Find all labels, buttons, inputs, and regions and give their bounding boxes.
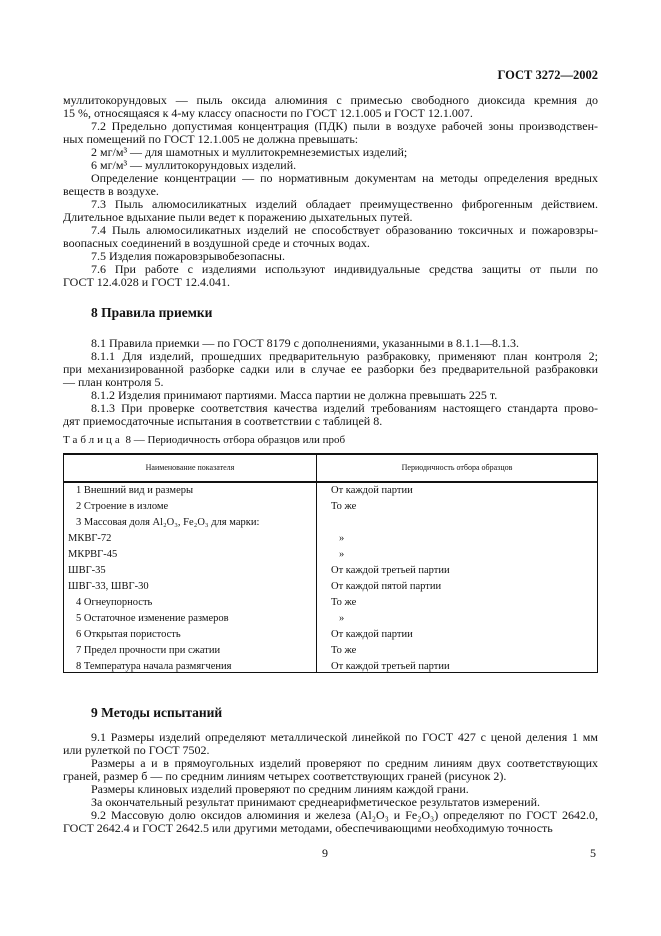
indicator-name-cell: ШВГ-33, ШВГ-30	[68, 581, 149, 592]
paragraph-line: ГОСТ 12.4.028 и ГОСТ 12.4.041.	[63, 275, 230, 289]
paragraph-line: 8.1.2 Изделия принимают партиями. Масса партии не должна превышать 225 т.	[91, 388, 498, 402]
table-row	[64, 499, 597, 515]
table-body	[64, 483, 597, 675]
section-8-text	[63, 337, 598, 428]
sampling-frequency-cell: То же	[331, 645, 357, 656]
footer-page-label: 9	[322, 846, 328, 860]
table-caption-label: Таблица	[63, 434, 123, 446]
paragraph-line: при механизированной разборке садки или в случае ее разборки без предварительной разбраковки	[63, 362, 598, 376]
paragraph-line: 15 %, относящаяся к 4-му классу опасности по ГОСТ 12.1.005 и ГОСТ 12.1.007.	[63, 106, 473, 120]
header-indicator-name: Наименование показателя	[145, 463, 235, 472]
paragraph-line: муллитокорундовых — пыль оксида алюминия с примесью свободного диоксида кремния до	[63, 93, 598, 107]
indicator-name-cell: 5 Остаточное изменение размеров	[76, 613, 229, 624]
table-row	[64, 659, 597, 675]
paragraph-line: 2 мг/м³ — для шамотных и муллитокремнеземистых изделий;	[91, 145, 408, 159]
paragraph-line: Размеры клиновых изделий проверяют по средним линиям каждой грани.	[91, 782, 469, 796]
sampling-frequency-cell: То же	[331, 501, 357, 512]
indicator-name-cell: 1 Внешний вид и размеры	[76, 485, 194, 496]
sampling-frequency-cell: »	[339, 549, 345, 560]
indicator-name-cell: ШВГ-35	[68, 565, 106, 576]
paragraph-line: Определение концентрации — по нормативным документам на методы определения вредных	[91, 171, 598, 185]
section-7-text	[63, 94, 598, 289]
paragraph-line: 8.1.1 Для изделий, прошедших предварительную разбраковку, применяют план контроля 2;	[91, 349, 598, 363]
sampling-frequency-cell: От каждой партии	[331, 629, 413, 640]
indicator-name-cell: 3 Массовая доля Al₂O₃, Fe₂O₃ для марки:	[76, 517, 260, 528]
paragraph-line: — план контроля 5.	[63, 375, 164, 389]
paragraph-line: веществ в воздухе.	[63, 184, 159, 198]
indicator-name-cell: 2 Строение в изломе	[76, 501, 169, 512]
paragraph-line: 7.6 При работе с изделиями используют индивидуальные средства защиты от пыли по	[91, 262, 598, 276]
indicator-name-cell: 7 Предел прочности при сжатии	[76, 645, 221, 656]
table-row	[64, 595, 597, 611]
paragraph-line: За окончательный результат принимают среднеарифметическое результатов измерений.	[91, 795, 541, 809]
table-row	[64, 643, 597, 659]
paragraph-line: граней, размер б — по средним линиям четырех соответствующих граней (рисунок 2).	[63, 769, 507, 783]
table-row	[64, 531, 597, 547]
paragraph-line: 7.3 Пыль алюмосиликатных изделий обладает преимущественно фиброгенным действием.	[91, 197, 598, 211]
header-sampling-frequency: Периодичность отбора образцов	[401, 463, 513, 472]
sampling-frequency-cell: От каждой третьей партии	[331, 661, 450, 672]
paragraph-line: ГОСТ 2642.4 и ГОСТ 2642.5 или другими методами, обеспечивающими необходимую точность	[63, 821, 553, 835]
paragraph-line: ных помещений по ГОСТ 12.1.005 не должна превышать:	[63, 132, 359, 146]
indicator-name-cell: МКВГ-72	[68, 533, 112, 544]
section-9-heading: 9 Методы испытаний	[91, 705, 223, 720]
indicator-name-cell: МКРВГ-45	[68, 549, 118, 560]
indicator-name-cell: 4 Огнеупорность	[76, 597, 153, 608]
sampling-frequency-cell: От каждой третьей партии	[331, 565, 450, 576]
table-row	[64, 563, 597, 579]
paragraph-line: или рулеткой по ГОСТ 7502.	[63, 743, 210, 757]
paragraph-line: 8.1 Правила приемки — по ГОСТ 8179 с дополнениями, указанными в 8.1.1—8.1.3.	[91, 336, 520, 350]
table-row	[64, 515, 597, 531]
paragraph-line: Размеры а и в прямоугольных изделий проверяют по средним линиям двух соответствующих	[91, 756, 598, 770]
table-caption-text: 8 — Периодичность отбора образцов или проб	[125, 434, 346, 446]
sampling-frequency-cell: То же	[331, 597, 357, 608]
indicator-name-cell: 6 Открытая пористость	[76, 629, 181, 640]
paragraph-line: 7.2 Предельно допустимая концентрация (ПДК) пыли в воздухе рабочей зоны производствен-	[91, 119, 598, 133]
paragraph-line: Длительное вдыхание пыли ведет к поражению дыхательных путей.	[63, 210, 413, 224]
table-header-row	[64, 455, 597, 483]
sampling-frequency-cell: »	[339, 533, 345, 544]
paragraph-line: 8.1.3 При проверке соответствия качества изделий требованиям настоящего стандарта прово-	[91, 401, 598, 415]
table-caption	[63, 434, 345, 446]
table-row	[64, 627, 597, 643]
sampling-frequency-cell: »	[339, 613, 345, 624]
paragraph-line: дят приемосдаточные испытания в соответствии с таблицей 8.	[63, 414, 383, 428]
footer-page-number: 5	[590, 846, 596, 860]
paragraph-line: 7.5 Изделия пожаровзрывобезопасны.	[91, 249, 285, 263]
section-8-heading: 8 Правила приемки	[91, 305, 213, 320]
paragraph-line: 7.4 Пыль алюмосиликатных изделий не способствует образованию токсичных и пожаровзры-	[91, 223, 598, 237]
table-row	[64, 611, 597, 627]
sampling-frequency-cell: От каждой пятой партии	[331, 581, 442, 592]
table-row	[64, 547, 597, 563]
table-row	[64, 483, 597, 499]
paragraph-line: 9.2 Массовую долю оксидов алюминия и железа (Al₂O₃ и Fe₂O₃) определяют по ГОСТ 2642.0,	[91, 808, 598, 822]
indicator-name-cell: 8 Температура начала размягчения	[76, 661, 232, 672]
table-8	[63, 453, 598, 673]
paragraph-line: воопасных соединений в воздушной среде и сточных водах.	[63, 236, 370, 250]
paragraph-line: 6 мг/м³ — муллитокорундовых изделий.	[91, 158, 297, 172]
sampling-frequency-cell: От каждой партии	[331, 485, 413, 496]
paragraph-line: 9.1 Размеры изделий определяют металлической линейкой по ГОСТ 427 с ценой деления 1 мм	[91, 730, 598, 744]
section-9-text	[63, 731, 598, 835]
table-row	[64, 579, 597, 595]
document-header: ГОСТ 3272—2002	[497, 68, 598, 82]
